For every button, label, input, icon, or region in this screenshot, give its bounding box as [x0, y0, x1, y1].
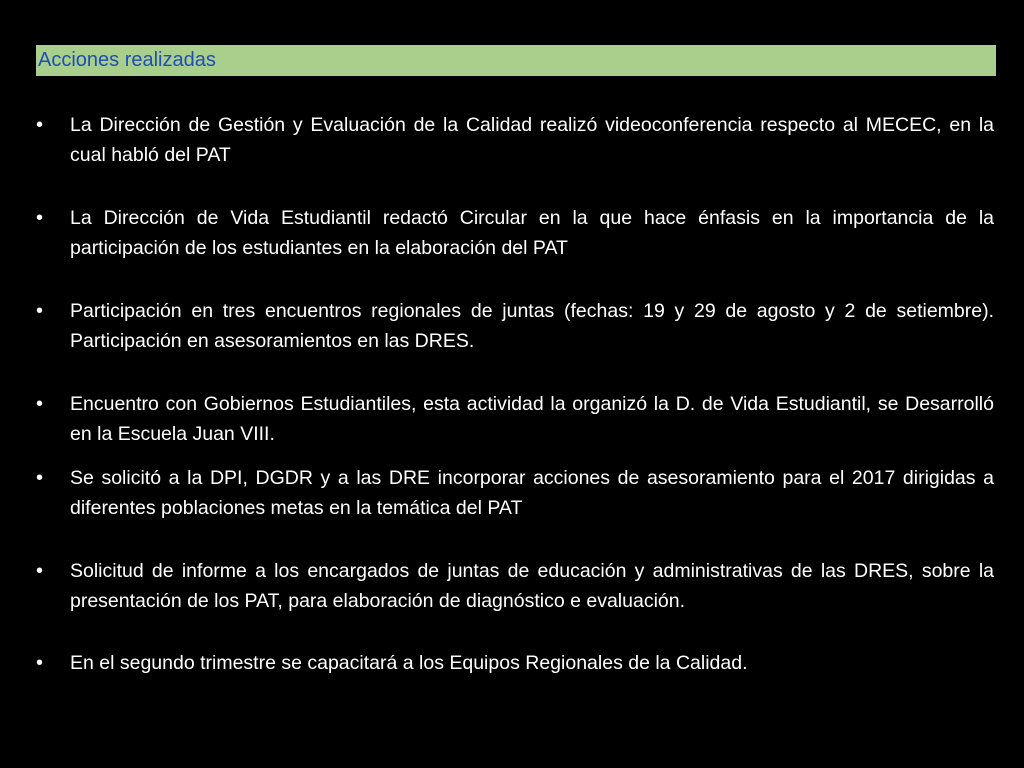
- section-title: Acciones realizadas: [38, 49, 216, 71]
- bullet-icon: •: [36, 300, 44, 322]
- list-item-text: Se solicitó a la DPI, DGDR y a las DRE incorporar acciones de asesoramiento para el 2017 dirigidas a diferentes poblaciones metas en la temática del PAT: [70, 467, 994, 519]
- bullet-icon: •: [36, 393, 44, 415]
- bullet-icon: •: [36, 207, 44, 229]
- list-item-text: Participación en tres encuentros regionales de juntas (fechas: 19 y 29 de agosto y 2 de setiembre). Participación en asesoramientos en las DRES.: [70, 300, 994, 352]
- section-header-bar: [36, 45, 996, 76]
- list-item-text: La Dirección de Vida Estudiantil redactó Circular en la que hace énfasis en la importancia de la participación de los estudiantes en la elaboración del PAT: [70, 207, 994, 259]
- list-item-text: En el segundo trimestre se capacitará a los Equipos Regionales de la Calidad.: [70, 652, 748, 674]
- list-item-text: Solicitud de informe a los encargados de juntas de educación y administrativas de las DRES, sobre la presentación de los PAT, para elaboración de diagnóstico e evaluación.: [70, 560, 994, 612]
- bullet-icon: •: [36, 114, 44, 136]
- bullet-icon: •: [36, 467, 44, 489]
- bullet-icon: •: [36, 652, 44, 674]
- list-item-text: Encuentro con Gobiernos Estudiantiles, esta actividad la organizó la D. de Vida Estudiantil, se Desarrolló en la Escuela Juan VIII.: [70, 393, 994, 445]
- list-item-text: La Dirección de Gestión y Evaluación de la Calidad realizó videoconferencia respecto al MECEC, en la cual habló del PAT: [70, 114, 994, 166]
- bullet-icon: •: [36, 560, 44, 582]
